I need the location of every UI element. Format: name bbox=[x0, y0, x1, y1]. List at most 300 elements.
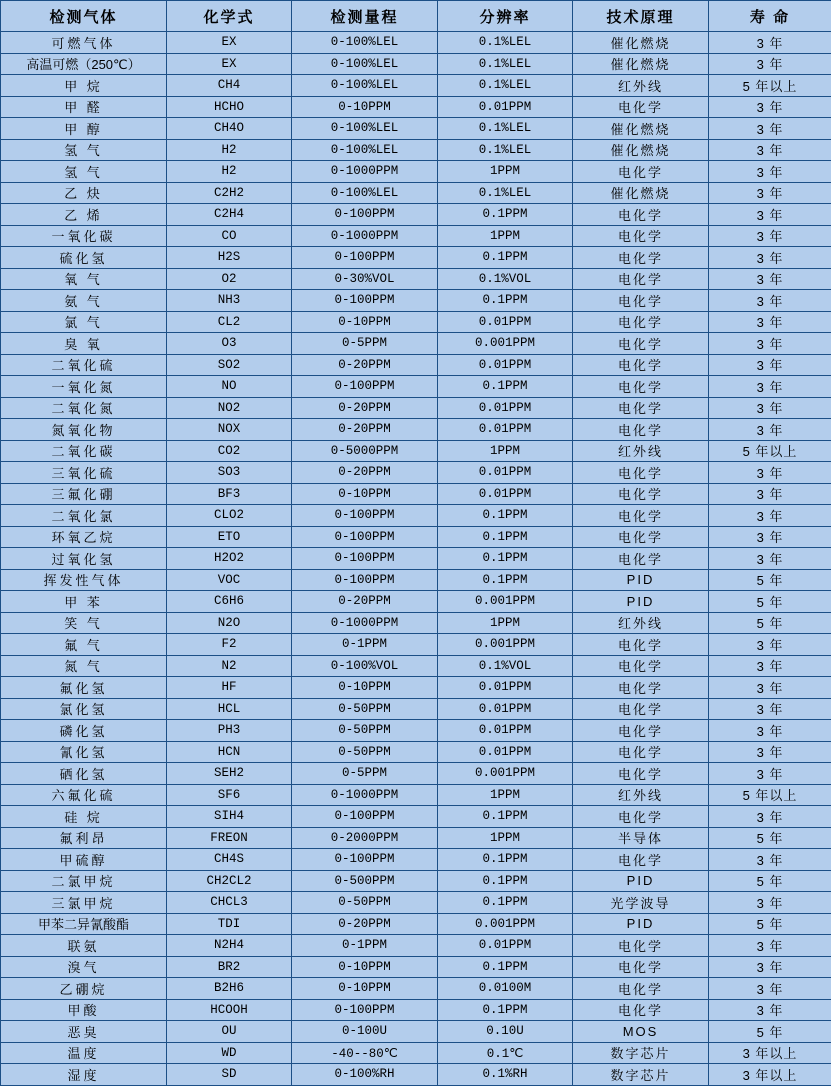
cell-resolution: 1PPM bbox=[438, 827, 573, 849]
table-row bbox=[1, 354, 831, 376]
cell-chemical-formula: SO3 bbox=[167, 462, 292, 484]
cell-technology: 电化学 bbox=[573, 354, 709, 376]
cell-lifespan: 5 年 bbox=[709, 913, 831, 935]
cell-gas-name: 挥发性气体 bbox=[1, 569, 167, 591]
cell-resolution: 0.01PPM bbox=[438, 720, 573, 742]
cell-technology: 电化学 bbox=[573, 978, 709, 1000]
cell-detection-range: 0-1000PPM bbox=[292, 784, 438, 806]
cell-detection-range: 0-50PPM bbox=[292, 698, 438, 720]
cell-gas-name: 甲硫醇 bbox=[1, 849, 167, 871]
cell-detection-range: 0-100%RH bbox=[292, 1064, 438, 1086]
table-row bbox=[1, 741, 831, 763]
cell-resolution: 0.1%RH bbox=[438, 1064, 573, 1086]
cell-resolution: 0.01PPM bbox=[438, 419, 573, 441]
cell-lifespan: 5 年 bbox=[709, 870, 831, 892]
cell-technology: 电化学 bbox=[573, 548, 709, 570]
table-row bbox=[1, 677, 831, 699]
cell-chemical-formula: BR2 bbox=[167, 956, 292, 978]
cell-technology: 电化学 bbox=[573, 634, 709, 656]
cell-gas-name: 甲 烷 bbox=[1, 75, 167, 97]
cell-gas-name: 硒化氢 bbox=[1, 763, 167, 785]
cell-gas-name: 氟 气 bbox=[1, 634, 167, 656]
cell-detection-range: 0-20PPM bbox=[292, 419, 438, 441]
cell-chemical-formula: CHCL3 bbox=[167, 892, 292, 914]
cell-gas-name: 高温可燃（250℃） bbox=[1, 53, 167, 75]
table-row bbox=[1, 849, 831, 871]
cell-gas-name: 氢 气 bbox=[1, 161, 167, 183]
cell-chemical-formula: H2O2 bbox=[167, 548, 292, 570]
cell-chemical-formula: SO2 bbox=[167, 354, 292, 376]
cell-technology: 电化学 bbox=[573, 677, 709, 699]
cell-lifespan: 3 年 bbox=[709, 139, 831, 161]
table-row bbox=[1, 505, 831, 527]
cell-lifespan: 3 年以上 bbox=[709, 1042, 831, 1064]
cell-detection-range: 0-5000PPM bbox=[292, 440, 438, 462]
cell-detection-range: 0-30%VOL bbox=[292, 268, 438, 290]
cell-gas-name: 氮 气 bbox=[1, 655, 167, 677]
table-row bbox=[1, 53, 831, 75]
cell-detection-range: 0-20PPM bbox=[292, 462, 438, 484]
table-row bbox=[1, 161, 831, 183]
cell-lifespan: 3 年 bbox=[709, 376, 831, 398]
cell-gas-name: 一氧化氮 bbox=[1, 376, 167, 398]
cell-detection-range: 0-100PPM bbox=[292, 569, 438, 591]
cell-gas-name: 笑 气 bbox=[1, 612, 167, 634]
cell-gas-name: 联氨 bbox=[1, 935, 167, 957]
table-row bbox=[1, 182, 831, 204]
table-row bbox=[1, 655, 831, 677]
table-row bbox=[1, 913, 831, 935]
cell-chemical-formula: OU bbox=[167, 1021, 292, 1043]
cell-lifespan: 3 年 bbox=[709, 462, 831, 484]
table-row bbox=[1, 440, 831, 462]
cell-technology: 电化学 bbox=[573, 763, 709, 785]
table-row bbox=[1, 612, 831, 634]
cell-resolution: 0.1PPM bbox=[438, 290, 573, 312]
cell-gas-name: 溴气 bbox=[1, 956, 167, 978]
cell-technology: PID bbox=[573, 870, 709, 892]
cell-chemical-formula: B2H6 bbox=[167, 978, 292, 1000]
cell-technology: MOS bbox=[573, 1021, 709, 1043]
cell-technology: 电化学 bbox=[573, 720, 709, 742]
cell-technology: 电化学 bbox=[573, 311, 709, 333]
cell-lifespan: 3 年 bbox=[709, 634, 831, 656]
table-row bbox=[1, 634, 831, 656]
cell-lifespan: 5 年 bbox=[709, 612, 831, 634]
table-row bbox=[1, 827, 831, 849]
table-row bbox=[1, 311, 831, 333]
cell-lifespan: 3 年 bbox=[709, 526, 831, 548]
cell-detection-range: 0-20PPM bbox=[292, 591, 438, 613]
cell-detection-range: 0-100%LEL bbox=[292, 139, 438, 161]
header-technology: 技术原理 bbox=[573, 1, 709, 32]
cell-gas-name: 二氧化氯 bbox=[1, 505, 167, 527]
table-row bbox=[1, 763, 831, 785]
cell-technology: 电化学 bbox=[573, 376, 709, 398]
cell-chemical-formula: CH4O bbox=[167, 118, 292, 140]
cell-lifespan: 3 年 bbox=[709, 483, 831, 505]
table-row bbox=[1, 569, 831, 591]
cell-gas-name: 氯化氢 bbox=[1, 698, 167, 720]
cell-lifespan: 3 年 bbox=[709, 505, 831, 527]
cell-detection-range: 0-100U bbox=[292, 1021, 438, 1043]
cell-resolution: 0.01PPM bbox=[438, 483, 573, 505]
cell-gas-name: 六氟化硫 bbox=[1, 784, 167, 806]
cell-chemical-formula: HCHO bbox=[167, 96, 292, 118]
cell-chemical-formula: SEH2 bbox=[167, 763, 292, 785]
cell-resolution: 0.10U bbox=[438, 1021, 573, 1043]
cell-resolution: 0.1PPM bbox=[438, 526, 573, 548]
cell-lifespan: 3 年 bbox=[709, 182, 831, 204]
table-row bbox=[1, 1021, 831, 1043]
cell-chemical-formula: SIH4 bbox=[167, 806, 292, 828]
cell-chemical-formula: NO bbox=[167, 376, 292, 398]
cell-gas-name: 三氧化硫 bbox=[1, 462, 167, 484]
cell-technology: 电化学 bbox=[573, 956, 709, 978]
cell-chemical-formula: N2 bbox=[167, 655, 292, 677]
cell-chemical-formula: SF6 bbox=[167, 784, 292, 806]
cell-gas-name: 氰化氢 bbox=[1, 741, 167, 763]
cell-resolution: 0.1PPM bbox=[438, 870, 573, 892]
cell-detection-range: 0-100%LEL bbox=[292, 32, 438, 54]
cell-detection-range: 0-100PPM bbox=[292, 290, 438, 312]
table-row bbox=[1, 225, 831, 247]
cell-chemical-formula: C6H6 bbox=[167, 591, 292, 613]
cell-technology: 电化学 bbox=[573, 526, 709, 548]
cell-lifespan: 3 年 bbox=[709, 978, 831, 1000]
table-row bbox=[1, 333, 831, 355]
cell-resolution: 0.1PPM bbox=[438, 569, 573, 591]
cell-gas-name: 磷化氢 bbox=[1, 720, 167, 742]
cell-chemical-formula: O2 bbox=[167, 268, 292, 290]
cell-resolution: 0.01PPM bbox=[438, 354, 573, 376]
cell-resolution: 0.001PPM bbox=[438, 591, 573, 613]
cell-detection-range: 0-100PPM bbox=[292, 204, 438, 226]
cell-technology: 电化学 bbox=[573, 698, 709, 720]
cell-technology: 电化学 bbox=[573, 204, 709, 226]
header-detection-range: 检测量程 bbox=[292, 1, 438, 32]
cell-chemical-formula: EX bbox=[167, 53, 292, 75]
cell-detection-range: 0-100%LEL bbox=[292, 53, 438, 75]
table-row bbox=[1, 268, 831, 290]
cell-chemical-formula: HCN bbox=[167, 741, 292, 763]
cell-lifespan: 3 年 bbox=[709, 741, 831, 763]
cell-lifespan: 3 年 bbox=[709, 161, 831, 183]
cell-technology: 电化学 bbox=[573, 161, 709, 183]
table-row bbox=[1, 397, 831, 419]
cell-lifespan: 3 年 bbox=[709, 333, 831, 355]
cell-lifespan: 3 年 bbox=[709, 548, 831, 570]
cell-resolution: 0.1%LEL bbox=[438, 75, 573, 97]
cell-resolution: 0.1%LEL bbox=[438, 53, 573, 75]
cell-technology: 催化燃烧 bbox=[573, 118, 709, 140]
table-row bbox=[1, 978, 831, 1000]
cell-detection-range: 0-100%LEL bbox=[292, 75, 438, 97]
cell-lifespan: 3 年 bbox=[709, 935, 831, 957]
cell-detection-range: 0-1PPM bbox=[292, 935, 438, 957]
cell-resolution: 0.001PPM bbox=[438, 913, 573, 935]
cell-resolution: 0.1PPM bbox=[438, 999, 573, 1021]
cell-lifespan: 3 年 bbox=[709, 763, 831, 785]
cell-technology: 电化学 bbox=[573, 741, 709, 763]
cell-detection-range: 0-10PPM bbox=[292, 96, 438, 118]
cell-lifespan: 5 年 bbox=[709, 569, 831, 591]
cell-lifespan: 3 年 bbox=[709, 849, 831, 871]
cell-detection-range: 0-10PPM bbox=[292, 978, 438, 1000]
cell-lifespan: 3 年 bbox=[709, 53, 831, 75]
cell-technology: 电化学 bbox=[573, 419, 709, 441]
cell-chemical-formula: EX bbox=[167, 32, 292, 54]
table-row bbox=[1, 247, 831, 269]
cell-lifespan: 3 年 bbox=[709, 720, 831, 742]
cell-gas-name: 氧 气 bbox=[1, 268, 167, 290]
cell-resolution: 0.1PPM bbox=[438, 247, 573, 269]
cell-chemical-formula: CO bbox=[167, 225, 292, 247]
cell-resolution: 1PPM bbox=[438, 161, 573, 183]
cell-gas-name: 可燃气体 bbox=[1, 32, 167, 54]
cell-chemical-formula: SD bbox=[167, 1064, 292, 1086]
cell-technology: 数字芯片 bbox=[573, 1042, 709, 1064]
cell-technology: 电化学 bbox=[573, 247, 709, 269]
cell-chemical-formula: HCOOH bbox=[167, 999, 292, 1021]
cell-resolution: 0.1%VOL bbox=[438, 268, 573, 290]
cell-chemical-formula: H2 bbox=[167, 139, 292, 161]
cell-technology: 电化学 bbox=[573, 655, 709, 677]
cell-technology: 电化学 bbox=[573, 935, 709, 957]
cell-technology: 电化学 bbox=[573, 268, 709, 290]
table-row bbox=[1, 1042, 831, 1064]
cell-gas-name: 臭 氧 bbox=[1, 333, 167, 355]
cell-technology: 红外线 bbox=[573, 440, 709, 462]
cell-resolution: 0.01PPM bbox=[438, 462, 573, 484]
cell-gas-name: 温度 bbox=[1, 1042, 167, 1064]
cell-chemical-formula: N2O bbox=[167, 612, 292, 634]
cell-lifespan: 5 年以上 bbox=[709, 75, 831, 97]
cell-gas-name: 甲 醛 bbox=[1, 96, 167, 118]
cell-chemical-formula: N2H4 bbox=[167, 935, 292, 957]
cell-technology: 半导体 bbox=[573, 827, 709, 849]
cell-technology: 数字芯片 bbox=[573, 1064, 709, 1086]
cell-detection-range: 0-100PPM bbox=[292, 806, 438, 828]
cell-resolution: 0.01PPM bbox=[438, 698, 573, 720]
cell-detection-range: 0-5PPM bbox=[292, 333, 438, 355]
table-row bbox=[1, 892, 831, 914]
cell-technology: 电化学 bbox=[573, 849, 709, 871]
cell-chemical-formula: CLO2 bbox=[167, 505, 292, 527]
cell-resolution: 0.1PPM bbox=[438, 376, 573, 398]
cell-technology: 催化燃烧 bbox=[573, 53, 709, 75]
cell-technology: 电化学 bbox=[573, 505, 709, 527]
header-chemical-formula: 化学式 bbox=[167, 1, 292, 32]
cell-detection-range: 0-1PPM bbox=[292, 634, 438, 656]
cell-chemical-formula: BF3 bbox=[167, 483, 292, 505]
cell-detection-range: 0-20PPM bbox=[292, 913, 438, 935]
cell-lifespan: 3 年 bbox=[709, 204, 831, 226]
cell-detection-range: 0-5PPM bbox=[292, 763, 438, 785]
cell-resolution: 0.01PPM bbox=[438, 311, 573, 333]
cell-chemical-formula: ETO bbox=[167, 526, 292, 548]
table-row bbox=[1, 526, 831, 548]
cell-detection-range: 0-100%LEL bbox=[292, 182, 438, 204]
cell-technology: 红外线 bbox=[573, 784, 709, 806]
cell-lifespan: 3 年 bbox=[709, 225, 831, 247]
cell-resolution: 0.1PPM bbox=[438, 849, 573, 871]
cell-lifespan: 5 年以上 bbox=[709, 440, 831, 462]
cell-chemical-formula: F2 bbox=[167, 634, 292, 656]
cell-lifespan: 5 年以上 bbox=[709, 784, 831, 806]
cell-resolution: 0.1%LEL bbox=[438, 32, 573, 54]
cell-resolution: 0.1PPM bbox=[438, 505, 573, 527]
cell-chemical-formula: NH3 bbox=[167, 290, 292, 312]
cell-detection-range: 0-1000PPM bbox=[292, 612, 438, 634]
cell-lifespan: 3 年 bbox=[709, 892, 831, 914]
cell-detection-range: 0-100PPM bbox=[292, 247, 438, 269]
cell-detection-range: 0-1000PPM bbox=[292, 161, 438, 183]
table-row bbox=[1, 32, 831, 54]
table-row bbox=[1, 75, 831, 97]
cell-lifespan: 3 年 bbox=[709, 311, 831, 333]
cell-lifespan: 3 年 bbox=[709, 999, 831, 1021]
cell-resolution: 0.1%LEL bbox=[438, 182, 573, 204]
table-row bbox=[1, 376, 831, 398]
cell-resolution: 0.1PPM bbox=[438, 892, 573, 914]
cell-technology: 电化学 bbox=[573, 999, 709, 1021]
table-header-row bbox=[1, 1, 831, 32]
cell-detection-range: 0-10PPM bbox=[292, 311, 438, 333]
cell-lifespan: 3 年 bbox=[709, 96, 831, 118]
cell-gas-name: 三氟化硼 bbox=[1, 483, 167, 505]
table-row bbox=[1, 999, 831, 1021]
cell-technology: PID bbox=[573, 913, 709, 935]
cell-lifespan: 5 年 bbox=[709, 591, 831, 613]
cell-lifespan: 5 年 bbox=[709, 1021, 831, 1043]
cell-gas-name: 甲酸 bbox=[1, 999, 167, 1021]
cell-detection-range: 0-50PPM bbox=[292, 892, 438, 914]
cell-gas-name: 湿度 bbox=[1, 1064, 167, 1086]
cell-chemical-formula: WD bbox=[167, 1042, 292, 1064]
cell-chemical-formula: C2H4 bbox=[167, 204, 292, 226]
cell-technology: 电化学 bbox=[573, 290, 709, 312]
table-row bbox=[1, 720, 831, 742]
table-row bbox=[1, 96, 831, 118]
cell-detection-range: 0-100PPM bbox=[292, 505, 438, 527]
table-row bbox=[1, 204, 831, 226]
cell-technology: 电化学 bbox=[573, 397, 709, 419]
cell-gas-name: 甲 苯 bbox=[1, 591, 167, 613]
cell-detection-range: 0-1000PPM bbox=[292, 225, 438, 247]
cell-technology: PID bbox=[573, 591, 709, 613]
cell-lifespan: 3 年 bbox=[709, 247, 831, 269]
cell-detection-range: 0-100PPM bbox=[292, 999, 438, 1021]
cell-chemical-formula: CH2CL2 bbox=[167, 870, 292, 892]
cell-resolution: 0.1PPM bbox=[438, 548, 573, 570]
cell-detection-range: 0-100PPM bbox=[292, 526, 438, 548]
cell-technology: 电化学 bbox=[573, 462, 709, 484]
cell-chemical-formula: CH4S bbox=[167, 849, 292, 871]
cell-gas-name: 二氯甲烷 bbox=[1, 870, 167, 892]
cell-gas-name: 硅 烷 bbox=[1, 806, 167, 828]
cell-chemical-formula: HCL bbox=[167, 698, 292, 720]
cell-detection-range: 0-20PPM bbox=[292, 397, 438, 419]
cell-gas-name: 氢 气 bbox=[1, 139, 167, 161]
cell-detection-range: 0-10PPM bbox=[292, 483, 438, 505]
table-row bbox=[1, 139, 831, 161]
cell-detection-range: 0-100PPM bbox=[292, 548, 438, 570]
table-row bbox=[1, 784, 831, 806]
cell-gas-name: 甲苯二异氰酸酯 bbox=[1, 913, 167, 935]
table-row bbox=[1, 698, 831, 720]
cell-resolution: 1PPM bbox=[438, 225, 573, 247]
cell-chemical-formula: C2H2 bbox=[167, 182, 292, 204]
cell-gas-name: 硫化氢 bbox=[1, 247, 167, 269]
cell-resolution: 0.001PPM bbox=[438, 333, 573, 355]
cell-detection-range: 0-20PPM bbox=[292, 354, 438, 376]
cell-lifespan: 3 年 bbox=[709, 290, 831, 312]
cell-technology: 红外线 bbox=[573, 612, 709, 634]
cell-lifespan: 3 年 bbox=[709, 956, 831, 978]
cell-chemical-formula: TDI bbox=[167, 913, 292, 935]
cell-gas-name: 二氧化氮 bbox=[1, 397, 167, 419]
cell-technology: 催化燃烧 bbox=[573, 182, 709, 204]
table-row bbox=[1, 290, 831, 312]
cell-lifespan: 3 年 bbox=[709, 419, 831, 441]
table-row bbox=[1, 548, 831, 570]
cell-resolution: 0.01PPM bbox=[438, 935, 573, 957]
cell-lifespan: 3 年 bbox=[709, 32, 831, 54]
cell-gas-name: 乙 炔 bbox=[1, 182, 167, 204]
cell-chemical-formula: H2 bbox=[167, 161, 292, 183]
cell-lifespan: 3 年 bbox=[709, 268, 831, 290]
cell-gas-name: 二氧化碳 bbox=[1, 440, 167, 462]
cell-gas-name: 乙硼烷 bbox=[1, 978, 167, 1000]
table-row bbox=[1, 118, 831, 140]
cell-gas-name: 乙 烯 bbox=[1, 204, 167, 226]
cell-technology: 红外线 bbox=[573, 75, 709, 97]
cell-technology: 电化学 bbox=[573, 333, 709, 355]
cell-chemical-formula: NOX bbox=[167, 419, 292, 441]
cell-resolution: 1PPM bbox=[438, 612, 573, 634]
cell-detection-range: 0-500PPM bbox=[292, 870, 438, 892]
cell-detection-range: 0-100%VOL bbox=[292, 655, 438, 677]
cell-resolution: 0.1PPM bbox=[438, 204, 573, 226]
cell-detection-range: 0-10PPM bbox=[292, 956, 438, 978]
cell-chemical-formula: HF bbox=[167, 677, 292, 699]
cell-chemical-formula: VOC bbox=[167, 569, 292, 591]
cell-gas-name: 氮氧化物 bbox=[1, 419, 167, 441]
cell-technology: 催化燃烧 bbox=[573, 139, 709, 161]
cell-resolution: 0.1PPM bbox=[438, 956, 573, 978]
table-row bbox=[1, 870, 831, 892]
cell-lifespan: 3 年 bbox=[709, 806, 831, 828]
cell-resolution: 1PPM bbox=[438, 440, 573, 462]
cell-detection-range: -40--80℃ bbox=[292, 1042, 438, 1064]
cell-technology: 电化学 bbox=[573, 483, 709, 505]
cell-gas-name: 氯 气 bbox=[1, 311, 167, 333]
cell-resolution: 0.1%LEL bbox=[438, 139, 573, 161]
cell-chemical-formula: NO2 bbox=[167, 397, 292, 419]
header-gas-name: 检测气体 bbox=[1, 1, 167, 32]
cell-gas-name: 氟化氢 bbox=[1, 677, 167, 699]
cell-chemical-formula: FREON bbox=[167, 827, 292, 849]
cell-detection-range: 0-50PPM bbox=[292, 720, 438, 742]
cell-resolution: 0.1%VOL bbox=[438, 655, 573, 677]
table-row bbox=[1, 1064, 831, 1086]
cell-lifespan: 3 年 bbox=[709, 397, 831, 419]
cell-gas-name: 二氧化硫 bbox=[1, 354, 167, 376]
cell-resolution: 0.01PPM bbox=[438, 96, 573, 118]
cell-technology: 光学波导 bbox=[573, 892, 709, 914]
cell-gas-name: 三氯甲烷 bbox=[1, 892, 167, 914]
